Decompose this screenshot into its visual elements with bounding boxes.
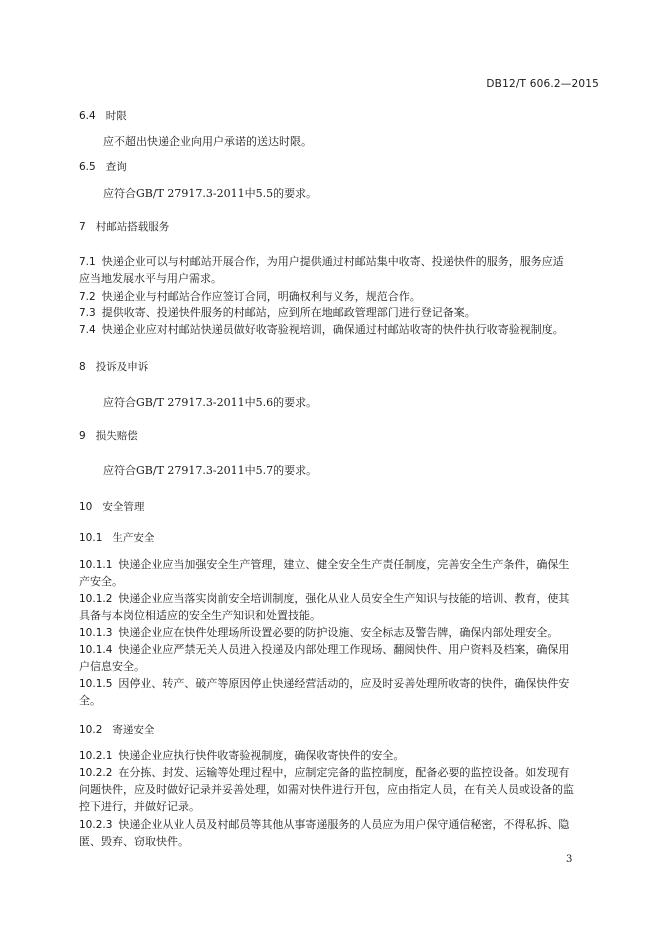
clause-10-1-1 xyxy=(79,558,603,572)
clause-7-1 xyxy=(79,255,603,269)
clause-text: 在分拣、封发、运输等处理过程中，应制定完备的监控制度，配备必要的监控设备。如发现有 xyxy=(118,766,570,779)
clause-continuation: 产安全。 xyxy=(79,575,123,588)
section-number: 6.5 xyxy=(79,161,96,173)
clause-continuation: 户信息安全。 xyxy=(79,660,145,673)
clause-continuation: 问题快件，应及时做好记录并妥善处理，如需对快件进行开包，应由指定人员，在有关人员或设备的监 xyxy=(79,783,574,796)
clause-text: 快递企业应执行快件收寄验视制度，确保收寄快件的安全。 xyxy=(118,749,405,762)
clause-text: 快递企业可以与村邮站开展合作，为用户提供通过村邮站集中收寄、投递快件的服务，服务应适 xyxy=(101,255,564,268)
clause-7-4 xyxy=(79,323,603,337)
clause-number: 10.1.5 xyxy=(79,678,113,690)
clause-continuation: 匿、毁弃、窃取快件。 xyxy=(79,835,189,848)
section-heading-6-4 xyxy=(79,109,603,123)
clause-text: 快递企业应当加强安全生产管理，建立、健全安全生产责任制度，完善安全生产条件，确保生 xyxy=(118,558,570,571)
clause-continuation: 全。 xyxy=(79,694,101,707)
section-title: 寄递安全 xyxy=(112,724,155,736)
section-heading-10-1 xyxy=(79,531,603,545)
clause-10-2-2 xyxy=(79,766,603,780)
clause-number: 7.3 xyxy=(79,307,96,319)
clause-text: 快递企业从业人员及村邮员等其他从事寄递服务的人员应为用户保守通信秘密，不得私拆、隐 xyxy=(118,818,570,831)
section-title: 时限 xyxy=(105,110,127,122)
clause-number: 10.2.2 xyxy=(79,767,113,779)
clause-number: 10.2.1 xyxy=(79,750,113,762)
clause-text: 快递企业应在快件处理场所设置必要的防护设施、安全标志及警告牌，确保内部处理安全。 xyxy=(118,626,559,639)
section-heading-8 xyxy=(79,360,603,374)
section-heading-10 xyxy=(79,500,603,514)
clause-10-1-2 xyxy=(79,592,603,606)
clause-7-3 xyxy=(79,306,603,320)
clause-continuation: 具备与本岗位相适应的安全生产知识和处置技能。 xyxy=(79,609,321,622)
clause-10-2-3 xyxy=(79,818,603,832)
section-heading-9 xyxy=(79,429,603,443)
clause-text: 提供收寄、投递快件服务的村邮站，应到所在地邮政管理部门进行登记备案。 xyxy=(101,306,476,319)
section-title: 查询 xyxy=(105,161,127,173)
clause-text: 快递企业应当落实岗前安全培训制度，强化从业人员安全生产知识与技能的培训、教育，使其 xyxy=(118,592,570,605)
clause-continuation: 控下进行，并做好记录。 xyxy=(79,800,200,813)
section-number: 6.4 xyxy=(79,110,96,122)
section-title: 投诉及申诉 xyxy=(95,361,149,373)
clause-number: 7.2 xyxy=(79,291,96,303)
paragraph: 应符合GB/T 27917.3-2011中5.6的要求。 xyxy=(103,396,318,409)
clause-number: 10.2.3 xyxy=(79,819,113,831)
section-number: 10.2 xyxy=(79,724,103,736)
section-number: 8 xyxy=(79,361,86,373)
section-number: 10 xyxy=(79,501,93,513)
section-heading-10-2 xyxy=(79,723,603,737)
paragraph: 应符合GB/T 27917.3-2011中5.7的要求。 xyxy=(103,464,318,477)
section-heading-6-5 xyxy=(79,160,603,174)
clause-text: 快递企业与村邮站合作应签订合同，明确权利与义务，规范合作。 xyxy=(101,290,421,303)
section-title: 安全管理 xyxy=(102,501,145,513)
clause-number: 10.1.4 xyxy=(79,644,113,656)
clause-number: 7.1 xyxy=(79,256,96,268)
section-title: 损失赔偿 xyxy=(95,430,138,442)
clause-10-2-1 xyxy=(79,749,603,763)
clause-text: 因停业、转产、破产等原因停止快递经营活动的，应及时妥善处理所收寄的快件，确保快件安 xyxy=(118,677,570,690)
clause-text: 快递企业应对村邮站快递员做好收寄验视培训，确保通过村邮站收寄的快件执行收寄验视制度。 xyxy=(101,323,564,336)
page-number: 3 xyxy=(566,854,573,865)
clause-continuation: 应当地发展水平与用户需求。 xyxy=(79,272,222,285)
clause-number: 7.4 xyxy=(79,324,96,336)
clause-number: 10.1.2 xyxy=(79,593,113,605)
section-title: 生产安全 xyxy=(112,532,155,544)
paragraph: 应符合GB/T 27917.3-2011中5.5的要求。 xyxy=(103,187,318,200)
section-number: 9 xyxy=(79,430,86,442)
section-number: 10.1 xyxy=(79,532,103,544)
clause-number: 10.1.3 xyxy=(79,627,113,639)
paragraph: 应不超出快递企业向用户承诺的送达时限。 xyxy=(103,135,312,148)
section-number: 7 xyxy=(79,221,86,233)
document-code: DB12/T 606.2—2015 xyxy=(486,78,599,90)
clause-10-1-4 xyxy=(79,643,603,657)
clause-10-1-3 xyxy=(79,626,603,640)
clause-10-1-5 xyxy=(79,677,603,691)
section-heading-7 xyxy=(79,220,603,234)
clause-number: 10.1.1 xyxy=(79,559,113,571)
clause-text: 快递企业应严禁无关人员进入投递及内部处理工作现场、翻阅快件、用户资料及档案，确保用 xyxy=(118,643,570,656)
section-title: 村邮站搭载服务 xyxy=(95,221,170,233)
clause-7-2 xyxy=(79,290,603,304)
